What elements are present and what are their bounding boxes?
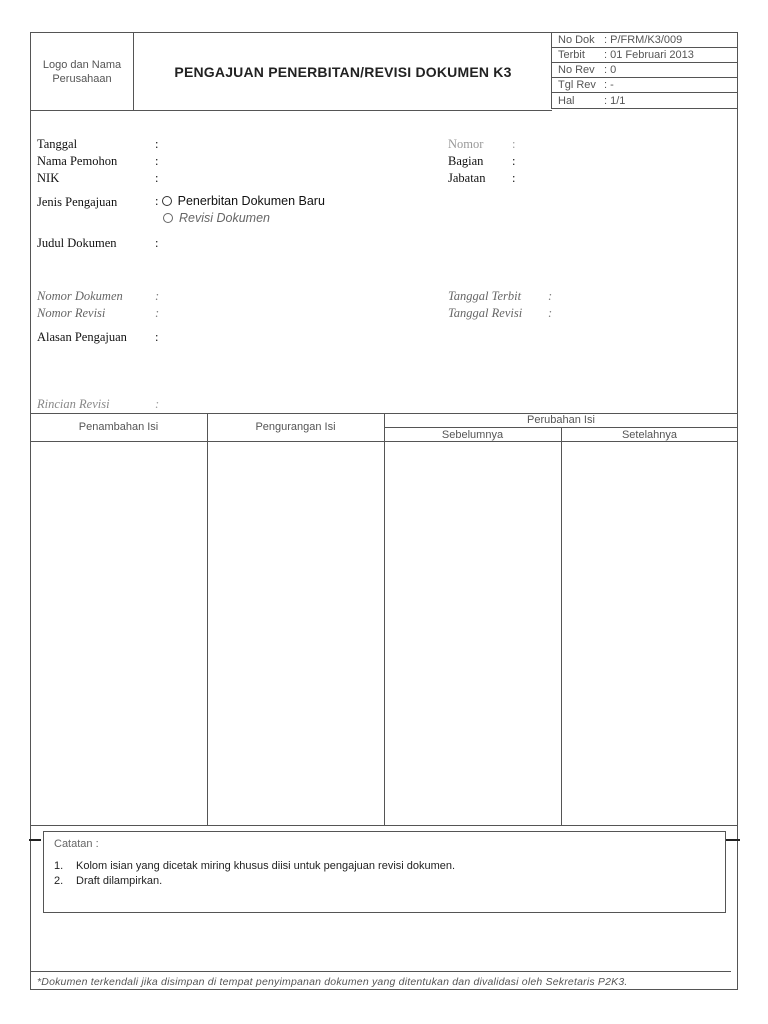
meta-value: : 1/1: [604, 94, 626, 107]
colon-tanggal-revisi[interactable]: :: [548, 306, 553, 320]
logo-placeholder: [31, 33, 134, 110]
label-tanggal: Tanggal: [37, 137, 78, 151]
revision-table: [30, 413, 738, 825]
notes-box: [43, 831, 726, 913]
colon-jenis: :: [155, 194, 162, 208]
meta-row-hal: [552, 93, 738, 108]
meta-key: Terbit: [558, 49, 585, 61]
header-penambahan-isi: Penambahan Isi: [78, 421, 159, 433]
label-rincian-revisi: Rincian Revisi: [37, 397, 110, 411]
note-number: 2.: [54, 875, 64, 887]
header-setelahnya: Setelahnya: [621, 429, 678, 441]
note-number: 1.: [54, 860, 64, 872]
note-item: [54, 875, 162, 887]
footer-note: *Dokumen terkendali jika disimpan di tempat penyimpanan dokumen yang ditentukan dan divalidasi oleh Sekretaris P2K3.: [37, 976, 628, 988]
option-penerbitan-baru[interactable]: [155, 194, 325, 209]
cell-pengurangan-isi[interactable]: [208, 442, 384, 824]
document-meta-table: [551, 33, 738, 109]
option-revisi[interactable]: [163, 211, 270, 225]
meta-key: No Dok: [558, 34, 595, 46]
label-nomor-revisi: Nomor Revisi: [37, 306, 106, 320]
label-tanggal-terbit: Tanggal Terbit: [448, 289, 522, 303]
colon-alasan-pengajuan[interactable]: :: [155, 330, 159, 344]
header-divider: [31, 110, 552, 111]
colon-bagian[interactable]: :: [512, 154, 516, 168]
meta-value: : 0: [604, 64, 617, 76]
margin-mark-right: [726, 839, 740, 841]
label-nomor-dokumen: Nomor Dokumen: [37, 289, 123, 303]
radio-icon[interactable]: [163, 213, 173, 223]
colon-tanggal[interactable]: :: [155, 137, 159, 151]
notes-title: Catatan :: [54, 838, 99, 850]
colon-nomor-dokumen[interactable]: :: [155, 289, 160, 303]
colon-nomor[interactable]: :: [512, 137, 516, 151]
label-jenis-pengajuan: Jenis Pengajuan: [37, 195, 118, 209]
footer-divider: [31, 971, 731, 972]
label-alasan-pengajuan: Alasan Pengajuan: [37, 330, 127, 344]
meta-value: : -: [604, 79, 614, 91]
header-pengurangan-isi: Pengurangan Isi: [255, 421, 336, 433]
meta-row-terbit: [552, 48, 738, 63]
table-border-bottom: [31, 825, 737, 826]
header-perubahan-isi: Perubahan Isi: [527, 414, 595, 426]
logo-text-line1: Logo dan Nama: [42, 58, 122, 71]
colon-jabatan[interactable]: :: [512, 171, 516, 185]
label-jabatan: Jabatan: [448, 171, 486, 185]
meta-row-no-dok: [552, 33, 738, 48]
colon-rincian-revisi: :: [155, 397, 160, 411]
colon-nik[interactable]: :: [155, 171, 159, 185]
label-nama-pemohon: Nama Pemohon: [37, 154, 118, 168]
note-text: Draft dilampirkan.: [76, 875, 163, 887]
colon-tanggal-terbit[interactable]: :: [548, 289, 553, 303]
meta-key: Hal: [558, 94, 575, 107]
logo-text-line2: Perusahaan: [52, 72, 112, 85]
meta-key: Tgl Rev: [558, 79, 596, 91]
document-title: PENGAJUAN PENERBITAN/REVISI DOKUMEN K3: [174, 63, 512, 80]
colon-nama-pemohon[interactable]: :: [155, 154, 159, 168]
form-page: [30, 32, 738, 990]
meta-value: : 01 Februari 2013: [604, 49, 694, 61]
label-nomor: Nomor: [448, 137, 484, 151]
colon-judul-dokumen[interactable]: :: [155, 236, 159, 250]
meta-key: No Rev: [558, 64, 595, 76]
option-penerbitan-baru-label: Penerbitan Dokumen Baru: [177, 194, 325, 208]
note-item: [54, 860, 455, 872]
header-sebelumnya: Sebelumnya: [441, 429, 504, 441]
cell-setelahnya[interactable]: [562, 442, 738, 824]
option-revisi-label: Revisi Dokumen: [179, 211, 271, 225]
margin-mark-left: [29, 839, 41, 841]
label-tanggal-revisi: Tanggal Revisi: [448, 306, 523, 320]
label-judul-dokumen: Judul Dokumen: [37, 236, 117, 250]
colon-nomor-revisi[interactable]: :: [155, 306, 160, 320]
radio-icon[interactable]: [162, 196, 172, 206]
cell-penambahan-isi[interactable]: [31, 442, 207, 824]
cell-sebelumnya[interactable]: [385, 442, 561, 824]
label-bagian: Bagian: [448, 154, 484, 168]
note-text: Kolom isian yang dicetak miring khusus diisi untuk pengajuan revisi dokumen.: [76, 860, 456, 872]
meta-row-no-rev: [552, 63, 738, 78]
meta-value: : P/FRM/K3/009: [604, 34, 683, 46]
meta-row-tgl-rev: [552, 78, 738, 93]
label-nik: NIK: [37, 171, 60, 185]
